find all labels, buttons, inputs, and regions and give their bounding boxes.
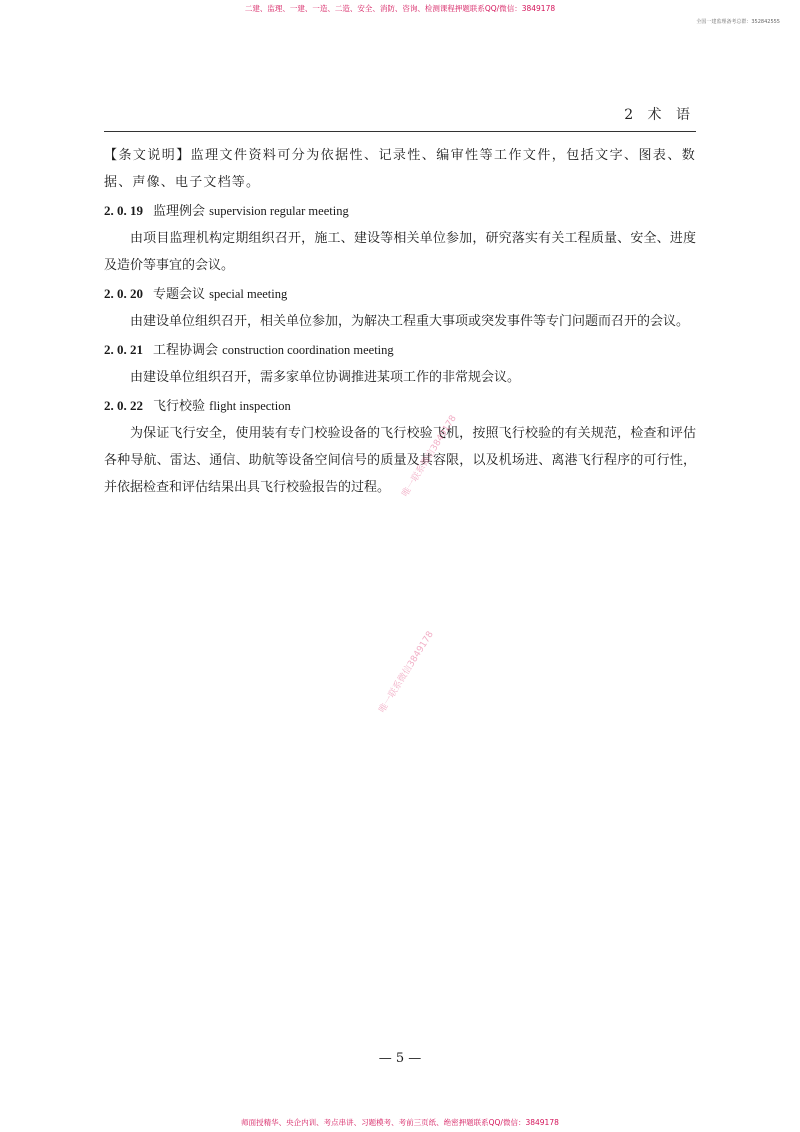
clause-explanation (104, 142, 696, 196)
watermark: 唯一联系微信3849178 (377, 629, 436, 715)
top-banner: 二建、监理、一建、一造、二造、安全、消防、咨询、检测课程押题联系QQ/微信：3849178 (244, 4, 556, 13)
term-entry-2-0-22 (104, 392, 696, 501)
term-english: construction coordination meeting (222, 343, 394, 357)
term-heading (104, 392, 696, 420)
page-number: — 5 — (378, 1051, 422, 1066)
running-head: 2 术 语 (624, 107, 695, 123)
watermark: 唯一联系微信3849178 (400, 413, 459, 499)
term-number: 2. 0. 19 (104, 203, 143, 218)
term-chinese: 监理例会 (153, 204, 206, 219)
term-chinese: 工程协调会 (153, 343, 219, 358)
term-entry-2-0-19 (104, 197, 696, 279)
term-entry-2-0-20 (104, 280, 696, 335)
term-english: supervision regular meeting (209, 204, 349, 218)
term-heading (104, 336, 696, 364)
term-heading (104, 197, 696, 225)
term-definition: 由项目监理机构定期组织召开，施工、建设等相关单位参加，研究落实有关工程质量、安全、进度及造价等事宜的会议。 (104, 231, 696, 273)
term-number: 2. 0. 22 (104, 398, 143, 413)
explanation-tag: 【条文说明】 (104, 148, 191, 163)
explanation-text: 监理文件资料可分为依据性、记录性、编审性等工作文件，包括文字、图表、数据、声像、电子文档等。 (104, 148, 696, 190)
term-chinese: 专题会议 (153, 287, 206, 302)
header-rule (104, 131, 696, 132)
term-english: flight inspection (209, 399, 291, 413)
term-english: special meeting (209, 287, 288, 301)
bottom-banner: 师面授精华、央企内训、考点串讲、习题模考、考前三页纸、绝密押题联系QQ/微信：3849178 (241, 1118, 559, 1127)
term-number: 2. 0. 20 (104, 286, 143, 301)
term-definition: 由建设单位组织召开，需多家单位协调推进某项工作的非常规会议。 (130, 370, 521, 385)
page-content (104, 142, 696, 501)
term-definition: 由建设单位组织召开，相关单位参加，为解决工程重大事项或突发事件等专门问题而召开的会议。 (130, 314, 690, 329)
top-right-note: 全国一建监理备考总群：352842555 (696, 19, 780, 25)
term-heading (104, 280, 696, 308)
term-number: 2. 0. 21 (104, 342, 143, 357)
term-chinese: 飞行校验 (153, 399, 206, 414)
term-entry-2-0-21 (104, 336, 696, 391)
term-definition: 为保证飞行安全，使用装有专门校验设备的飞行校验飞机，按照飞行校验的有关规范，检查和评估各种导航、雷达、通信、助航等设备空间信号的质量及其容限，以及机场进、离港飞行程序的可行性，并依据检查和评估结果出具飞行校验报告的过程。 (104, 426, 696, 495)
